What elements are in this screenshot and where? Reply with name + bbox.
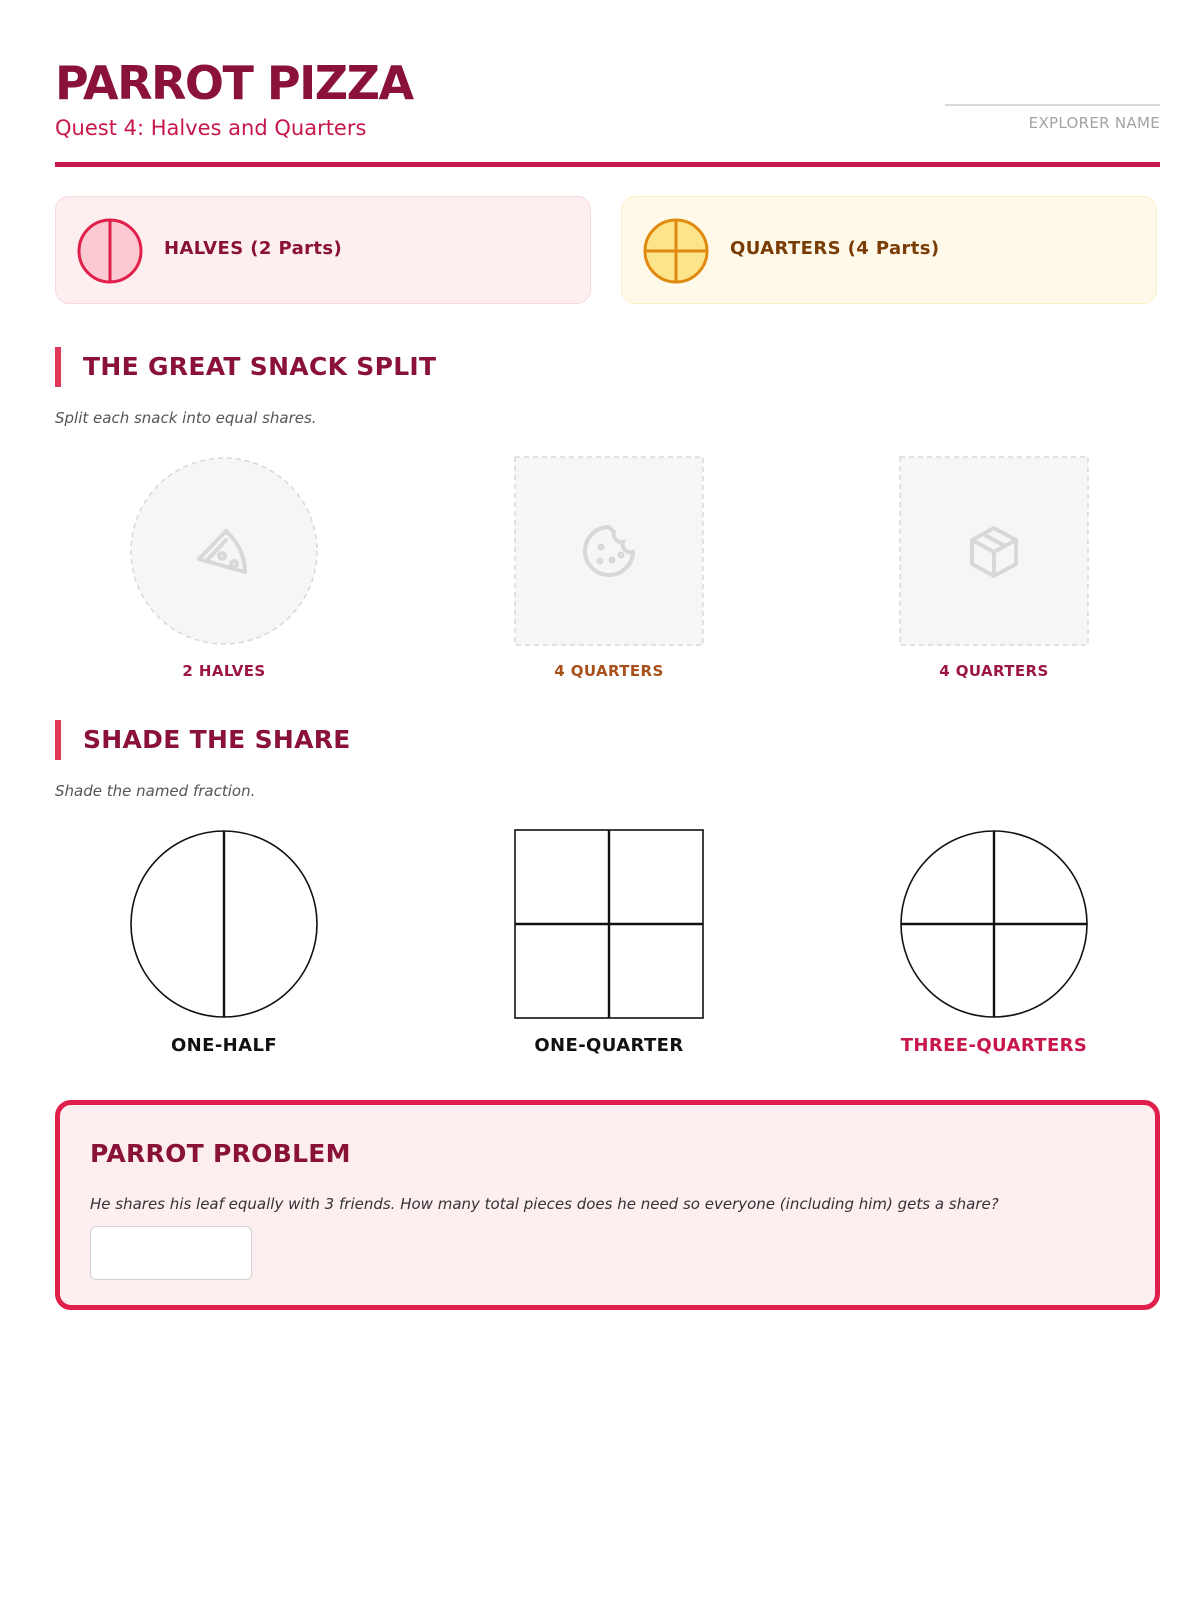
- halves-key-card: [55, 196, 591, 304]
- pizza-plate[interactable]: [129, 456, 319, 646]
- parrot-problem-box: [55, 1100, 1160, 1310]
- explorer-name-label: EXPLORER NAME: [1028, 114, 1160, 132]
- quarters-circle-icon: [642, 217, 710, 285]
- header-divider: [55, 162, 1160, 167]
- explorer-name-line[interactable]: [945, 104, 1160, 106]
- snack-label: 4 QUARTERS: [939, 662, 1049, 680]
- halves-key-label: HALVES (2 Parts): [164, 238, 343, 259]
- snack-cube-item[interactable]: [899, 456, 1089, 680]
- fraction-label: ONE-HALF: [170, 1035, 278, 1056]
- cube-square[interactable]: [899, 456, 1089, 646]
- snack-cookie-item[interactable]: [514, 456, 704, 680]
- snack-label: 4 QUARTERS: [554, 662, 664, 680]
- fraction-label: ONE-QUARTER: [534, 1035, 684, 1056]
- shade-one-quarter-item[interactable]: [514, 829, 704, 1056]
- quarter-square-shape[interactable]: [514, 829, 704, 1019]
- quarters-key-label: QUARTERS (4 Parts): [730, 238, 940, 259]
- worksheet-header: [55, 56, 1160, 166]
- quarter-circle-shape[interactable]: [899, 829, 1089, 1019]
- snack-split-description: Split each snack into equal shares.: [55, 409, 317, 427]
- cookie-square[interactable]: [514, 456, 704, 646]
- shade-share-description: Shade the named fraction.: [55, 782, 256, 800]
- answer-input[interactable]: [90, 1226, 252, 1280]
- shade-one-half-item[interactable]: [129, 829, 319, 1056]
- snack-split-heading: THE GREAT SNACK SPLIT: [55, 347, 436, 387]
- halves-circle-icon: [76, 217, 144, 285]
- snack-pizza-item[interactable]: [129, 456, 319, 680]
- brand-title: PARROT PIZZA: [55, 56, 413, 110]
- quest-subtitle: Quest 4: Halves and Quarters: [55, 116, 367, 140]
- fraction-label: THREE-QUARTERS: [900, 1035, 1088, 1056]
- shade-share-heading: SHADE THE SHARE: [55, 720, 351, 760]
- half-circle-shape[interactable]: [129, 829, 319, 1019]
- shade-three-quarters-item[interactable]: [899, 829, 1089, 1056]
- snack-label: 2 HALVES: [182, 662, 266, 680]
- problem-text: He shares his leaf equally with 3 friends. How many total pieces does he need so everyone (including him) gets a share?: [90, 1195, 999, 1213]
- quarters-key-card: [621, 196, 1157, 304]
- problem-title: PARROT PROBLEM: [90, 1139, 351, 1168]
